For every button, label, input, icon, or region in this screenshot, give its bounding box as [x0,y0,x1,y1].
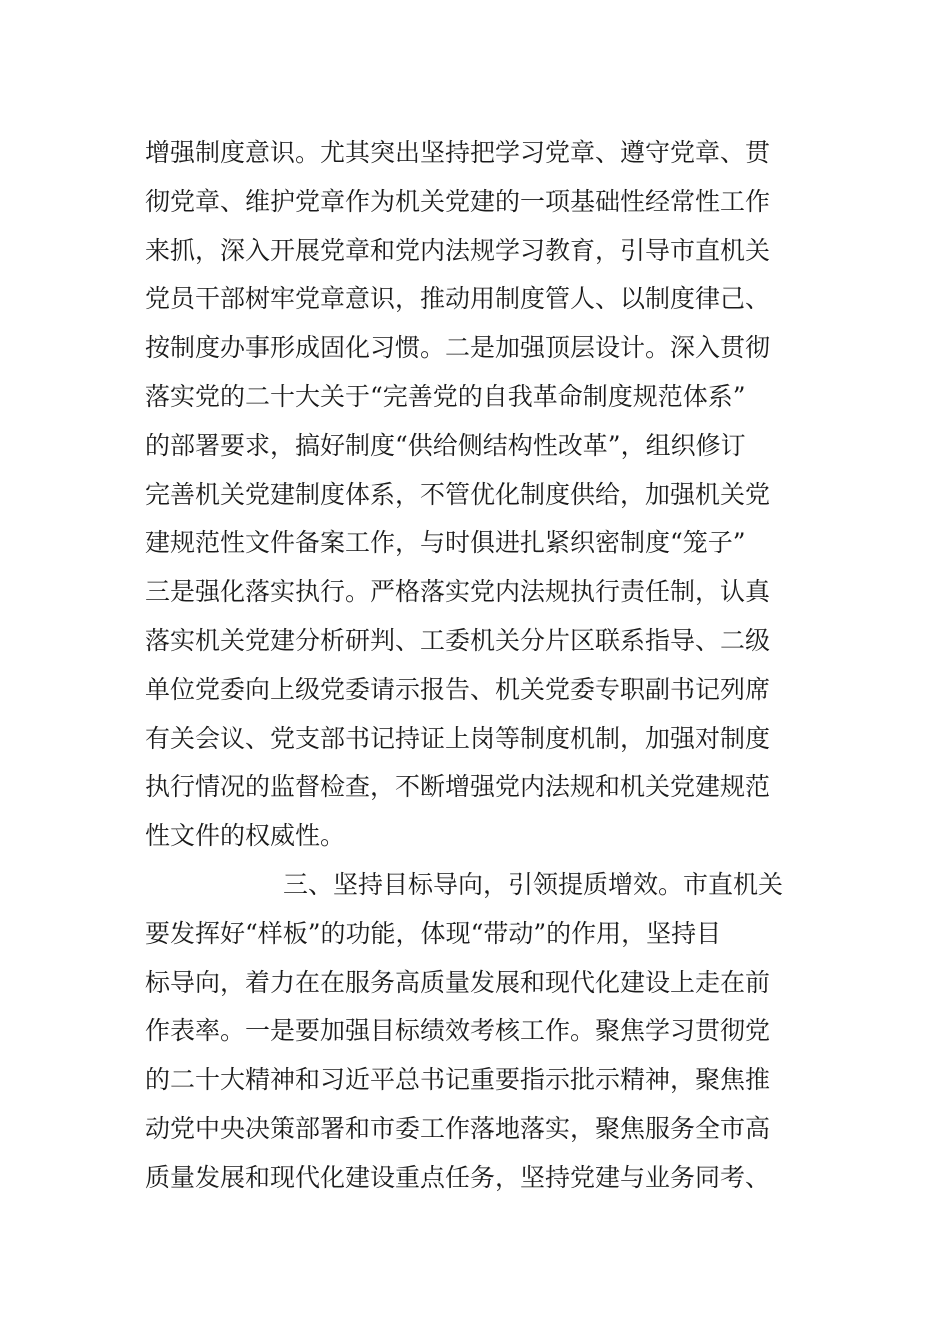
text-line: 的部署要求，搞好制度“供给侧结构性改革”，组织修订 [145,430,746,460]
text-line: 按制度办事形成固化习惯。二是加强顶层设计。深入贯彻 [145,333,771,363]
document-body [145,129,845,1203]
text-line: 单位党委向上级党委请示报告、机关党委专职副书记列席 [145,674,771,704]
text-line: 彻党章、维护党章作为机关党建的一项基础性经常性工作 [145,186,771,216]
text-line: 完善机关党建制度体系，不管优化制度供给，加强机关党 [145,479,771,509]
text-line: 要发挥好“样板”的功能，体现“带动”的作用，坚持目 [145,918,722,948]
paragraph-1 [145,129,845,861]
text-line: 标导向，着力在在服务高质量发展和现代化建设上走在前 [145,967,771,997]
text-line: 性文件的权威性。 [145,821,346,851]
text-line: 落实党的二十大关于“完善党的自我革命制度规范体系” [145,381,746,411]
paragraph-2 [145,861,845,1203]
text-line: 党员干部树牢党章意识，推动用制度管人、以制度律己、 [145,284,771,314]
text-line: 落实机关党建分析研判、工委机关分片区联系指导、二级 [145,625,771,655]
section-heading-line: 三、坚持目标导向，引领提质增效。市直机关 [283,869,784,899]
text-line: 的二十大精神和习近平总书记重要指示批示精神，聚焦推 [145,1065,771,1095]
text-line: 有关会议、党支部书记持证上岗等制度机制，加强对制度 [145,723,771,753]
text-line: 增强制度意识。尤其突出坚持把学习党章、遵守党章、贯 [145,138,771,167]
text-line: 动党中央决策部署和市委工作落地落实，聚焦服务全市高 [145,1113,771,1143]
text-line: 作表率。一是要加强目标绩效考核工作。聚焦学习贯彻党 [145,1016,771,1046]
text-line: 执行情况的监督检查，不断增强党内法规和机关党建规范 [145,772,771,802]
text-line: 建规范性文件备案工作，与时俱进扎紧织密制度“笼子” [145,528,746,558]
text-line: 来抓，深入开展党章和党内法规学习教育，引导市直机关 [145,235,771,265]
text-line: 质量发展和现代化建设重点任务，坚持党建与业务同考、 [145,1162,771,1192]
text-line: 三是强化落实执行。严格落实党内法规执行责任制，认真 [145,577,771,607]
